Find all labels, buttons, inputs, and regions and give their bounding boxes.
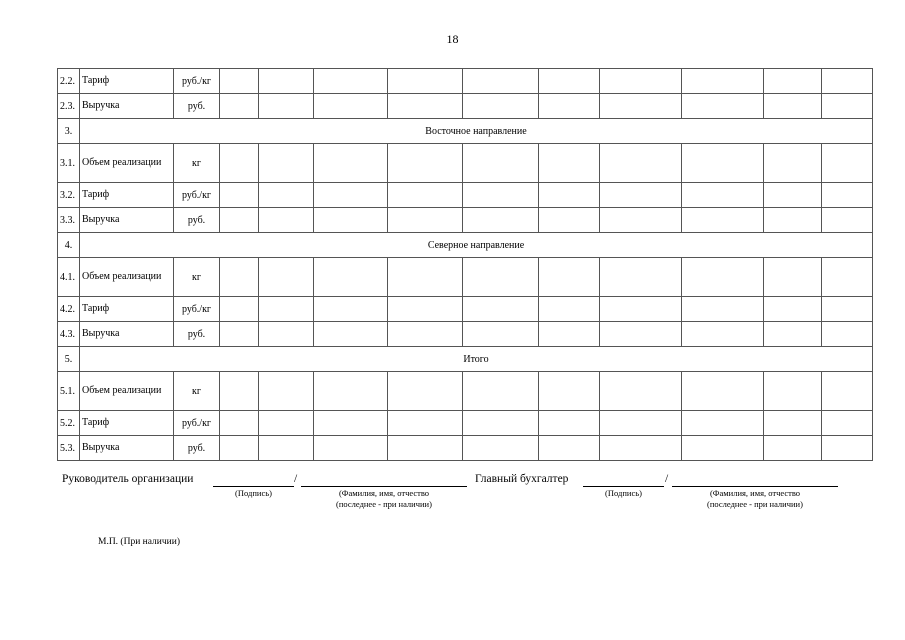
value-cell[interactable] <box>764 183 822 208</box>
value-cell[interactable] <box>259 258 314 297</box>
value-cell[interactable] <box>314 372 388 411</box>
value-cell[interactable] <box>220 144 259 183</box>
table-row <box>58 322 873 347</box>
row-unit: руб. <box>174 208 220 233</box>
value-cell[interactable] <box>682 94 764 119</box>
head-name-caption <box>301 488 467 510</box>
value-cell[interactable] <box>822 436 873 461</box>
row-name: Выручка <box>80 436 174 461</box>
value-cell[interactable] <box>539 322 600 347</box>
value-cell[interactable] <box>682 208 764 233</box>
row-number: 5.1. <box>58 372 80 411</box>
value-cell[interactable] <box>388 94 463 119</box>
value-cell[interactable] <box>463 436 539 461</box>
value-cell[interactable] <box>764 436 822 461</box>
value-cell[interactable] <box>539 183 600 208</box>
value-cell[interactable] <box>388 258 463 297</box>
value-cell[interactable] <box>463 183 539 208</box>
value-cell[interactable] <box>220 411 259 436</box>
tariff-revenue-table <box>57 68 873 461</box>
value-cell[interactable] <box>463 69 539 94</box>
value-cell[interactable] <box>463 94 539 119</box>
value-cell[interactable] <box>539 258 600 297</box>
table-row <box>58 69 873 94</box>
row-name: Тариф <box>80 297 174 322</box>
value-cell[interactable] <box>314 322 388 347</box>
value-cell[interactable] <box>314 144 388 183</box>
value-cell[interactable] <box>388 69 463 94</box>
value-cell[interactable] <box>682 258 764 297</box>
value-cell[interactable] <box>463 372 539 411</box>
value-cell[interactable] <box>220 208 259 233</box>
row-number: 4.3. <box>58 322 80 347</box>
row-unit: кг <box>174 372 220 411</box>
head-signature-line[interactable] <box>213 486 294 487</box>
value-cell[interactable] <box>220 258 259 297</box>
row-name: Тариф <box>80 183 174 208</box>
value-cell[interactable] <box>463 144 539 183</box>
page-number: 18 <box>446 32 459 46</box>
value-cell[interactable] <box>822 94 873 119</box>
value-cell[interactable] <box>259 322 314 347</box>
row-name: Объем реализации <box>80 258 174 297</box>
value-cell[interactable] <box>682 297 764 322</box>
row-unit: кг <box>174 258 220 297</box>
value-cell[interactable] <box>388 411 463 436</box>
value-cell[interactable] <box>539 297 600 322</box>
stamp-note: М.П. (При наличии) <box>98 537 180 547</box>
value-cell[interactable] <box>600 411 682 436</box>
row-unit: руб. <box>174 436 220 461</box>
value-cell[interactable] <box>600 183 682 208</box>
value-cell[interactable] <box>220 69 259 94</box>
head-name-line[interactable] <box>301 486 467 487</box>
value-cell[interactable] <box>539 411 600 436</box>
section-title: Восточное направление <box>80 119 873 144</box>
value-cell[interactable] <box>539 144 600 183</box>
value-cell[interactable] <box>259 411 314 436</box>
row-name: Выручка <box>80 208 174 233</box>
head-name-caption-line1: (Фамилия, имя, отчество <box>338 488 430 498</box>
value-cell[interactable] <box>764 372 822 411</box>
accountant-label: Главный бухгалтер <box>475 473 569 485</box>
table-row <box>58 258 873 297</box>
value-cell[interactable] <box>822 144 873 183</box>
value-cell[interactable] <box>388 436 463 461</box>
value-cell[interactable] <box>822 372 873 411</box>
table-row <box>58 183 873 208</box>
section-number: 4. <box>58 233 80 258</box>
value-cell[interactable] <box>539 94 600 119</box>
value-cell[interactable] <box>314 297 388 322</box>
value-cell[interactable] <box>764 297 822 322</box>
value-cell[interactable] <box>314 258 388 297</box>
value-cell[interactable] <box>463 258 539 297</box>
table-row <box>58 372 873 411</box>
table-row <box>58 144 873 183</box>
value-cell[interactable] <box>539 372 600 411</box>
accountant-slash: / <box>665 473 669 485</box>
row-name: Тариф <box>80 69 174 94</box>
accountant-signature-line[interactable] <box>583 486 664 487</box>
value-cell[interactable] <box>600 69 682 94</box>
value-cell[interactable] <box>822 322 873 347</box>
table-row <box>58 94 873 119</box>
row-unit: руб./кг <box>174 183 220 208</box>
row-unit: руб. <box>174 94 220 119</box>
value-cell[interactable] <box>764 144 822 183</box>
value-cell[interactable] <box>764 69 822 94</box>
section-row <box>58 233 873 258</box>
value-cell[interactable] <box>388 144 463 183</box>
value-cell[interactable] <box>600 322 682 347</box>
value-cell[interactable] <box>539 208 600 233</box>
value-cell[interactable] <box>388 183 463 208</box>
value-cell[interactable] <box>314 183 388 208</box>
row-name: Объем реализации <box>80 372 174 411</box>
value-cell[interactable] <box>682 144 764 183</box>
row-unit: руб./кг <box>174 69 220 94</box>
row-unit: кг <box>174 144 220 183</box>
row-name: Выручка <box>80 94 174 119</box>
value-cell[interactable] <box>822 411 873 436</box>
value-cell[interactable] <box>388 297 463 322</box>
value-cell[interactable] <box>314 436 388 461</box>
value-cell[interactable] <box>682 69 764 94</box>
value-cell[interactable] <box>259 436 314 461</box>
value-cell[interactable] <box>600 144 682 183</box>
value-cell[interactable] <box>600 372 682 411</box>
value-cell[interactable] <box>220 297 259 322</box>
value-cell[interactable] <box>600 94 682 119</box>
value-cell[interactable] <box>764 94 822 119</box>
value-cell[interactable] <box>463 297 539 322</box>
table-row <box>58 411 873 436</box>
section-row <box>58 347 873 372</box>
value-cell[interactable] <box>600 208 682 233</box>
value-cell[interactable] <box>314 208 388 233</box>
head-signature-caption: (Подпись) <box>235 488 272 498</box>
value-cell[interactable] <box>682 436 764 461</box>
row-number: 2.3. <box>58 94 80 119</box>
value-cell[interactable] <box>764 411 822 436</box>
value-cell[interactable] <box>463 208 539 233</box>
value-cell[interactable] <box>314 69 388 94</box>
row-number: 3.1. <box>58 144 80 183</box>
row-number: 2.2. <box>58 69 80 94</box>
row-number: 3.3. <box>58 208 80 233</box>
value-cell[interactable] <box>682 322 764 347</box>
head-name-caption-line2: (последнее - при наличии) <box>336 499 432 509</box>
row-number: 5.3. <box>58 436 80 461</box>
value-cell[interactable] <box>822 258 873 297</box>
table-row <box>58 297 873 322</box>
value-cell[interactable] <box>259 297 314 322</box>
value-cell[interactable] <box>259 208 314 233</box>
value-cell[interactable] <box>388 208 463 233</box>
value-cell[interactable] <box>463 322 539 347</box>
value-cell[interactable] <box>539 69 600 94</box>
value-cell[interactable] <box>463 411 539 436</box>
value-cell[interactable] <box>388 372 463 411</box>
row-unit: руб. <box>174 322 220 347</box>
row-number: 3.2. <box>58 183 80 208</box>
section-title: Северное направление <box>80 233 873 258</box>
value-cell[interactable] <box>259 94 314 119</box>
value-cell[interactable] <box>764 322 822 347</box>
section-number: 5. <box>58 347 80 372</box>
accountant-name-caption-line1: (Фамилия, имя, отчество <box>709 488 801 498</box>
accountant-name-line[interactable] <box>672 486 838 487</box>
value-cell[interactable] <box>682 411 764 436</box>
section-number: 3. <box>58 119 80 144</box>
accountant-name-caption-line2: (последнее - при наличии) <box>707 499 803 509</box>
row-unit: руб./кг <box>174 411 220 436</box>
value-cell[interactable] <box>682 372 764 411</box>
value-cell[interactable] <box>388 322 463 347</box>
value-cell[interactable] <box>259 183 314 208</box>
value-cell[interactable] <box>764 258 822 297</box>
row-name: Тариф <box>80 411 174 436</box>
row-number: 5.2. <box>58 411 80 436</box>
row-unit: руб./кг <box>174 297 220 322</box>
value-cell[interactable] <box>600 258 682 297</box>
head-slash: / <box>294 473 298 485</box>
table-row <box>58 208 873 233</box>
value-cell[interactable] <box>259 372 314 411</box>
section-row <box>58 119 873 144</box>
head-label: Руководитель организации <box>62 473 194 485</box>
value-cell[interactable] <box>259 144 314 183</box>
row-number: 4.2. <box>58 297 80 322</box>
value-cell[interactable] <box>314 411 388 436</box>
table-row <box>58 436 873 461</box>
value-cell[interactable] <box>314 94 388 119</box>
value-cell[interactable] <box>600 436 682 461</box>
value-cell[interactable] <box>259 69 314 94</box>
value-cell[interactable] <box>682 183 764 208</box>
value-cell[interactable] <box>822 69 873 94</box>
value-cell[interactable] <box>822 208 873 233</box>
row-name: Выручка <box>80 322 174 347</box>
accountant-signature-caption: (Подпись) <box>605 488 642 498</box>
value-cell[interactable] <box>822 297 873 322</box>
row-number: 4.1. <box>58 258 80 297</box>
value-cell[interactable] <box>822 183 873 208</box>
value-cell[interactable] <box>539 436 600 461</box>
value-cell[interactable] <box>600 297 682 322</box>
section-title: Итого <box>80 347 873 372</box>
value-cell[interactable] <box>220 322 259 347</box>
value-cell[interactable] <box>764 208 822 233</box>
value-cell[interactable] <box>220 183 259 208</box>
value-cell[interactable] <box>220 436 259 461</box>
value-cell[interactable] <box>220 94 259 119</box>
value-cell[interactable] <box>220 372 259 411</box>
row-name: Объем реализации <box>80 144 174 183</box>
accountant-name-caption <box>672 488 838 510</box>
